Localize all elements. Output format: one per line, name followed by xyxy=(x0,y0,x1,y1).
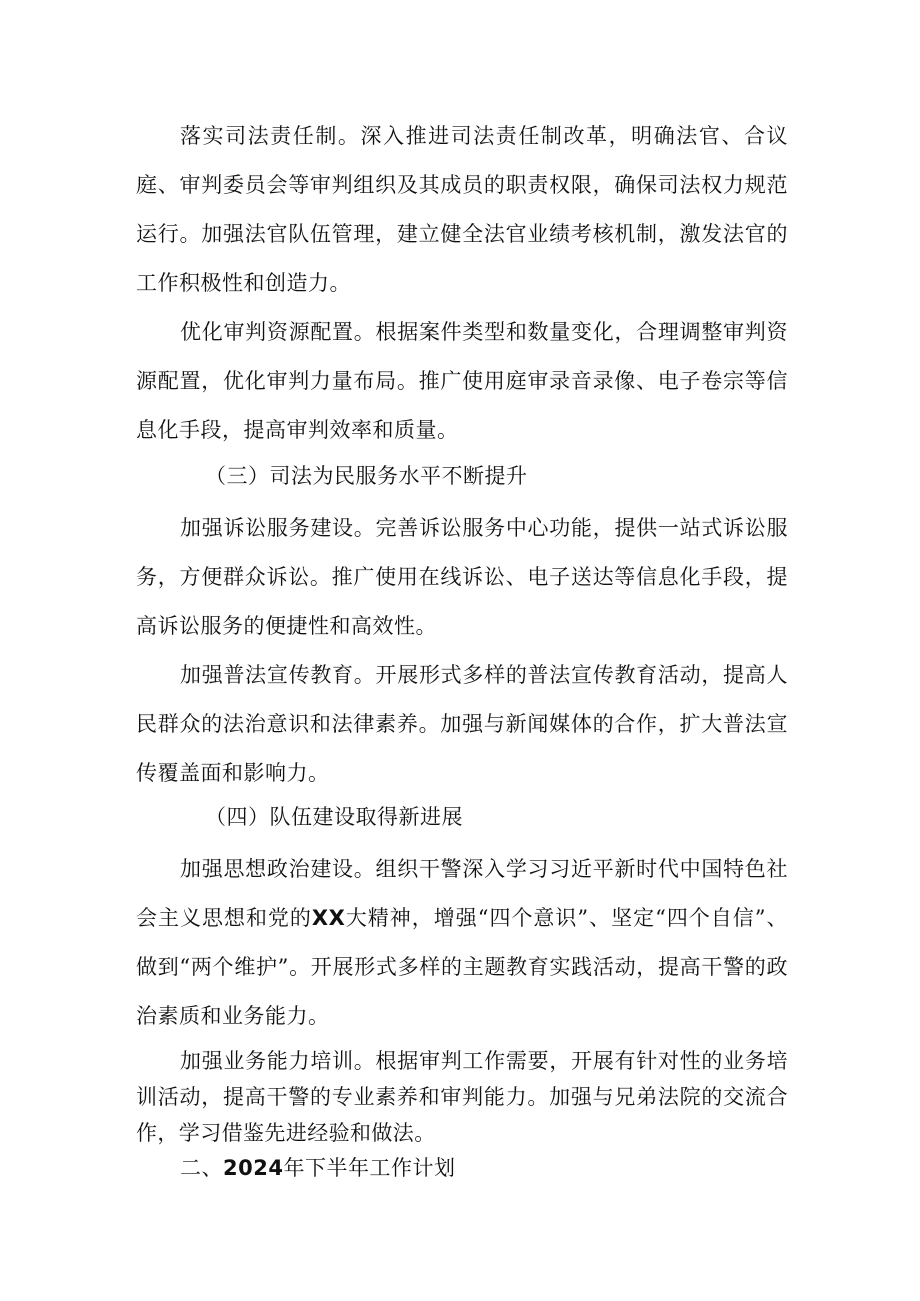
paragraph-political-building-part1: 加强思想政治建设。组织干警深入学习习近平新时代中国特色社会主义思想和党的 xyxy=(136,857,788,930)
paragraph-political-building xyxy=(136,845,788,1041)
section-heading-4: （四）队伍建设取得新进展 xyxy=(205,805,463,829)
plan-heading-prefix: 二、 xyxy=(180,1156,223,1180)
placeholder-xx: XX xyxy=(311,906,346,930)
paragraph-litigation-service: 加强诉讼服务建设。完善诉讼服务中心功能，提供一站式诉讼服务，方便群众诉讼。推广使用在线诉讼、电子送达等信息化手段，提高诉讼服务的便捷性和高效性。 xyxy=(136,516,788,638)
plan-heading-year: 2024 xyxy=(223,1156,284,1180)
section-heading-3: （三）司法为民服务水平不断提升 xyxy=(205,464,528,488)
paragraph-skill-training: 加强业务能力培训。根据审判工作需要，开展有针对性的业务培训活动，提高干警的专业素养和审判能力。加强与兄弟法院的交流合作，学习借鉴先进经验和做法。 xyxy=(136,1049,788,1145)
section-heading-plan xyxy=(180,1153,455,1183)
plan-heading-title: 年下半年工作计划 xyxy=(283,1156,456,1180)
paragraph-trial-resources: 优化审判资源配置。根据案件类型和数量变化，合理调整审判资源配置，优化审判力量布局。推广使用庭审录音录像、电子卷宗等信息化手段，提高审判效率和质量。 xyxy=(136,320,788,442)
paragraph-legal-publicity: 加强普法宣传教育。开展形式多样的普法宣传教育活动，提高人民群众的法治意识和法律素养。加强与新闻媒体的合作，扩大普法宣传覆盖面和影响力。 xyxy=(136,663,788,785)
paragraph-political-building-part2: 大精神，增强“四个意识”、坚定“四个自信”、做到“两个维护”。开展形式多样的主题教育实践活动，提高干警的政治素质和业务能力。 xyxy=(136,906,789,1028)
paragraph-judicial-responsibility: 落实司法责任制。深入推进司法责任制改革，明确法官、合议庭、审判委员会等审判组织及其成员的职责权限，确保司法权力规范运行。加强法官队伍管理，建立健全法官业绩考核机制，激发法官的工作积极性和创造力。 xyxy=(136,124,788,295)
